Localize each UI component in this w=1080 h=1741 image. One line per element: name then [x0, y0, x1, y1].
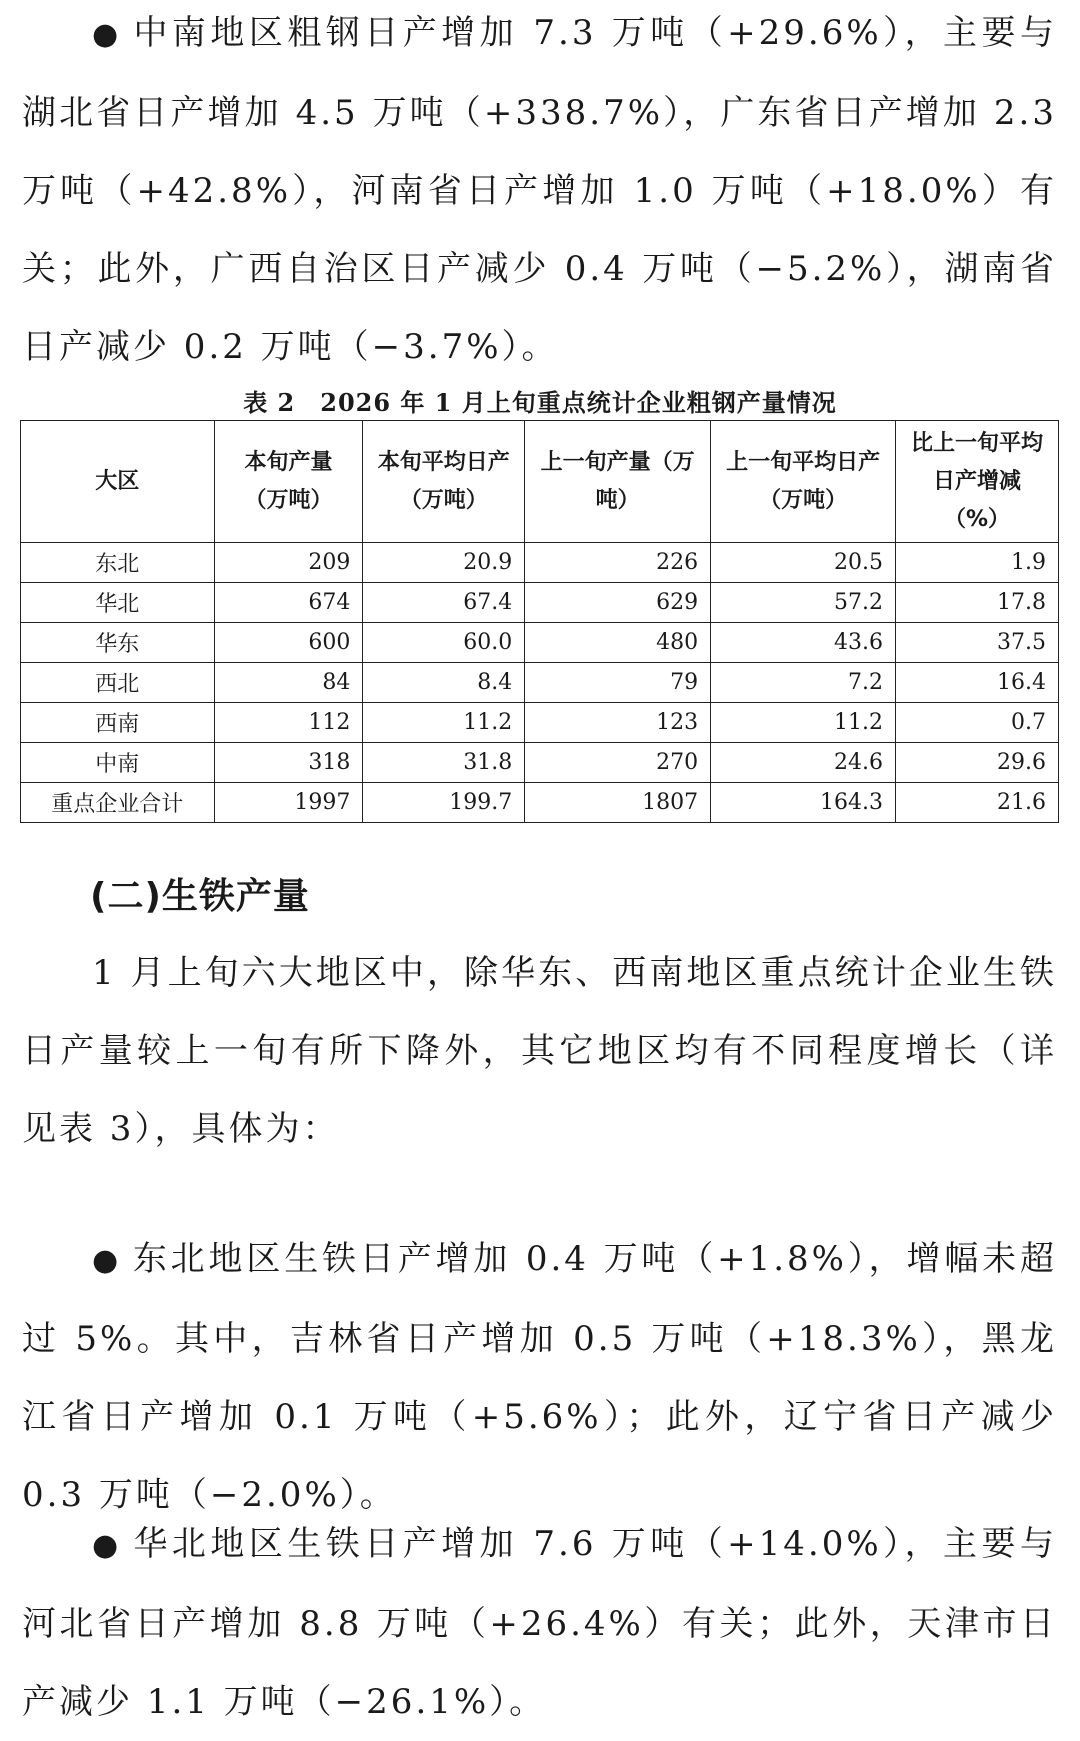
table-row	[21, 583, 1059, 623]
table-row	[21, 703, 1059, 743]
cell-value: 629	[525, 583, 711, 623]
cell-value: 226	[525, 543, 711, 583]
cell-value: 112	[214, 703, 363, 743]
table-header-row	[21, 421, 1059, 543]
cell-value: 199.7	[363, 783, 525, 823]
cell-region: 重点企业合计	[21, 783, 215, 823]
paragraph-north-iron	[22, 1505, 1057, 1741]
cell-value: 318	[214, 743, 363, 783]
cell-region: 东北	[21, 543, 215, 583]
cell-value: 11.2	[363, 703, 525, 743]
cell-value: 8.4	[363, 663, 525, 703]
cell-region: 西北	[21, 663, 215, 703]
cell-value: 0.7	[896, 703, 1059, 743]
cell-value: 37.5	[896, 623, 1059, 663]
cell-value: 20.9	[363, 543, 525, 583]
table-caption: 表 2 2026 年 1 月上旬重点统计企业粗钢产量情况	[243, 388, 837, 417]
table-total-row	[21, 783, 1059, 823]
cell-value: 7.2	[711, 663, 896, 703]
cell-region: 华北	[21, 583, 215, 623]
cell-value: 11.2	[711, 703, 896, 743]
cell-value: 57.2	[711, 583, 896, 623]
cell-value: 270	[525, 743, 711, 783]
header-region: 大区	[21, 421, 215, 543]
table-row	[21, 623, 1059, 663]
cell-value: 84	[214, 663, 363, 703]
header-current-output: 本旬产量（万吨）	[214, 421, 363, 543]
cell-value: 164.3	[711, 783, 896, 823]
cell-value: 123	[525, 703, 711, 743]
paragraph-central-south-steel	[22, 0, 1057, 386]
cell-value: 600	[214, 623, 363, 663]
paragraph-text: 华北地区生铁日产增加 7.6 万吨（+14.0%），主要与河北省日产增加 8.8 万吨（+26.4%）有关；此外，天津市日产减少 1.1 万吨（−26.1%）。	[22, 1524, 1057, 1722]
cell-value: 209	[214, 543, 363, 583]
cell-value: 16.4	[896, 663, 1059, 703]
header-change-percent: 比上一旬平均日产增减（%）	[896, 421, 1059, 543]
steel-output-table	[20, 420, 1059, 823]
cell-value: 1807	[525, 783, 711, 823]
cell-region: 中南	[21, 743, 215, 783]
cell-value: 79	[525, 663, 711, 703]
cell-value: 17.8	[896, 583, 1059, 623]
table-row	[21, 663, 1059, 703]
cell-value: 20.5	[711, 543, 896, 583]
bullet-dot: ●	[92, 1243, 122, 1278]
paragraph-intro	[22, 934, 1057, 1168]
paragraph-text: 1 月上旬六大地区中，除华东、西南地区重点统计企业生铁日产量较上一旬有所下降外，其它地区均有不同程度增长（详见表 3），具体为：	[22, 953, 1057, 1149]
table-row	[21, 543, 1059, 583]
bullet-dot: ●	[92, 17, 122, 52]
paragraph-text: 东北地区生铁日产增加 0.4 万吨（+1.8%），增幅未超过 5%。其中，吉林省日产增加 0.5 万吨（+18.3%），黑龙江省日产增加 0.1 万吨（+5.6%）；此外，辽宁省日产减少 0.3 万吨（−2.0%）。	[22, 1239, 1057, 1515]
paragraph-text: 中南地区粗钢日产增加 7.3 万吨（+29.6%），主要与湖北省日产增加 4.5 万吨（+338.7%），广东省日产增加 2.3 万吨（+42.8%），河南省日产增加 1.0 万吨（+18.0%）有关；此外，广西自治区日产减少 0.4 万吨（−5.2%），湖南省日产减少 0.2 万吨（−3.7%）。	[22, 13, 1057, 367]
cell-value: 480	[525, 623, 711, 663]
header-current-daily: 本旬平均日产（万吨）	[363, 421, 525, 543]
section-heading-pig-iron: (二)生铁产量	[90, 876, 310, 917]
cell-value: 1.9	[896, 543, 1059, 583]
cell-value: 24.6	[711, 743, 896, 783]
cell-value: 29.6	[896, 743, 1059, 783]
cell-region: 西南	[21, 703, 215, 743]
cell-value: 674	[214, 583, 363, 623]
header-previous-daily: 上一旬平均日产（万吨）	[711, 421, 896, 543]
table-row	[21, 743, 1059, 783]
cell-value: 1997	[214, 783, 363, 823]
cell-value: 67.4	[363, 583, 525, 623]
paragraph-northeast-iron	[22, 1220, 1057, 1534]
cell-value: 60.0	[363, 623, 525, 663]
cell-value: 21.6	[896, 783, 1059, 823]
cell-value: 31.8	[363, 743, 525, 783]
header-previous-output: 上一旬产量（万吨）	[525, 421, 711, 543]
cell-value: 43.6	[711, 623, 896, 663]
cell-region: 华东	[21, 623, 215, 663]
bullet-dot: ●	[92, 1528, 122, 1563]
